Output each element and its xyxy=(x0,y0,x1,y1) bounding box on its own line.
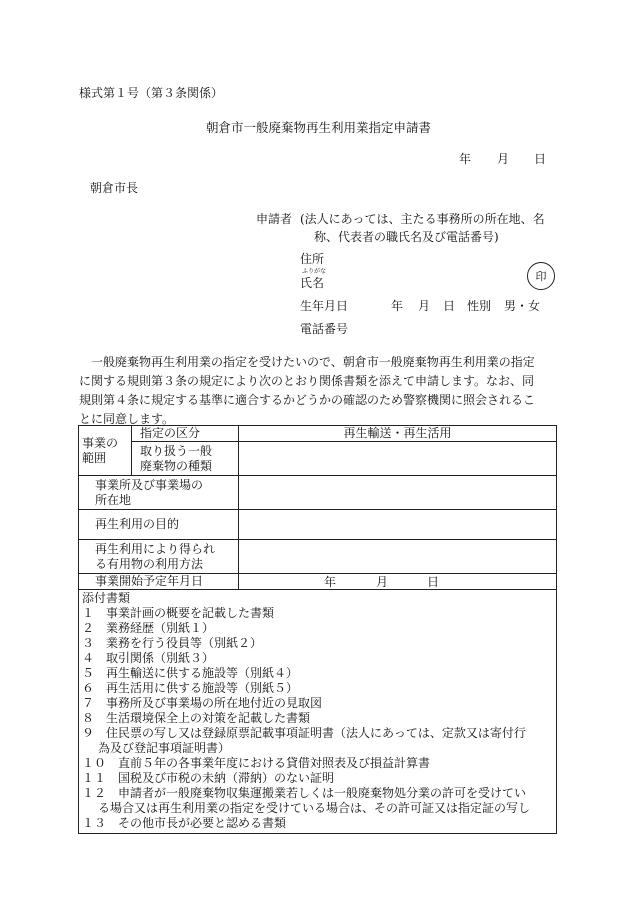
address-label: 住所 xyxy=(300,252,325,266)
start-day: 日 xyxy=(427,574,440,589)
attachment-item: １ 事業計画の概要を記載した書類 xyxy=(82,606,275,620)
statement-line: 一般廃棄物再生利用業の指定を受けたいので、朝倉市一般廃棄物再生利用業の指定 xyxy=(91,355,535,369)
birth-year: 年 xyxy=(391,299,404,313)
table-row xyxy=(79,574,557,590)
application-statement xyxy=(79,353,557,429)
birthdate-label: 生年月日 xyxy=(300,299,349,313)
attachments-cell xyxy=(79,590,557,834)
purpose-field[interactable] xyxy=(239,510,557,540)
table-row xyxy=(79,590,557,834)
usage-label xyxy=(79,540,239,574)
attachment-item: ３ 業務を行う役員等（別紙２） xyxy=(82,636,263,650)
table-row xyxy=(79,442,557,476)
phone-label: 電話番号 xyxy=(300,322,349,336)
applicant-note-line1: (法人にあっては、主たる事務所の所在地、名 xyxy=(300,212,545,226)
scope-header-line: 事業の xyxy=(82,435,119,450)
form-number: 様式第１号（第３条関係） xyxy=(79,86,224,100)
attachment-item: １０ 直前５年の各事業年度における貸借対照表及び損益計算書 xyxy=(82,756,431,770)
addressee: 朝倉市長 xyxy=(90,181,139,195)
applicant-label: 申請者 xyxy=(256,212,293,226)
attachment-item: １２ 申請者が一般廃棄物収集運搬業若しくは一般廃棄物処分業の許可を受けてい xyxy=(82,786,527,800)
attachment-item: ２ 業務経歴（別紙１） xyxy=(82,621,215,635)
attachment-item: ４ 取引関係（別紙３） xyxy=(82,651,215,665)
table-row xyxy=(79,540,557,574)
location-label-line: 所在地 xyxy=(95,492,132,507)
furigana-label: ふりがな xyxy=(302,268,327,275)
scope-header xyxy=(79,426,132,476)
table-row xyxy=(79,510,557,540)
table-row xyxy=(79,426,557,442)
location-label xyxy=(79,476,239,510)
gender-label: 性別 xyxy=(467,299,492,313)
location-label-line: 事業所及び事業場の xyxy=(95,477,204,492)
table-row xyxy=(79,476,557,510)
attachment-item: ９ 住民票の写し又は登録原票記載事項証明書（法人にあっては、定款又は寄付行 xyxy=(82,726,526,740)
statement-line: とに同意します。 xyxy=(79,412,175,426)
name-label: 氏名 xyxy=(300,276,325,290)
date-year: 年 xyxy=(459,152,472,166)
usage-label-line: 再生利用により得られ xyxy=(95,541,216,556)
attachment-item: １３ その他市長が必要と認める書類 xyxy=(82,816,287,830)
attachment-item: ６ 再生活用に供する施設等（別紙５） xyxy=(82,681,299,695)
date-day: 日 xyxy=(534,152,547,166)
start-month: 月 xyxy=(376,574,389,589)
usage-field[interactable] xyxy=(239,540,557,574)
start-year: 年 xyxy=(324,574,337,589)
waste-type-label xyxy=(132,442,239,476)
waste-type-label-line: 取り扱う一般 xyxy=(140,443,213,458)
attachment-item: １１ 国税及び市税の未納（滞納）のない証明 xyxy=(82,771,335,785)
date-month: 月 xyxy=(497,152,510,166)
usage-label-line: る有用物の利用方法 xyxy=(95,556,204,571)
designation-label: 指定の区分 xyxy=(132,426,239,442)
seal-mark: 印 xyxy=(527,262,555,290)
birth-month: 月 xyxy=(418,299,431,313)
purpose-label: 再生利用の目的 xyxy=(79,510,239,540)
attachment-item: ５ 再生輸送に供する施設等（別紙４） xyxy=(82,666,299,680)
waste-type-field[interactable] xyxy=(239,442,557,476)
statement-line: 規則第４条に規定する基準に適合するかどうかの確認のため警察機関に照会されるこ xyxy=(79,393,536,407)
attachment-item: ８ 生活環境保全上の対策を記載した書類 xyxy=(82,711,311,725)
waste-type-label-line: 廃棄物の種類 xyxy=(140,458,213,473)
scope-header-line: 範囲 xyxy=(82,450,107,465)
attachments-header: 添付書類 xyxy=(82,591,131,605)
attachment-item-continuation: 為及び登記事項証明書） xyxy=(98,741,231,755)
designation-value: 再生輸送・再生活用 xyxy=(239,426,557,442)
statement-line: に関する規則第３条の規定により次のとおり関係書類を添えて申請します。なお、同 xyxy=(79,374,535,388)
form-title: 朝倉市一般廃棄物再生利用業指定申請書 xyxy=(206,120,432,135)
application-table xyxy=(78,425,557,834)
gender-options: 男・女 xyxy=(504,299,541,313)
location-field[interactable] xyxy=(239,476,557,510)
applicant-note-line2: 称、代表者の職氏名及び電話番号) xyxy=(314,230,499,244)
start-date-field[interactable] xyxy=(239,574,557,590)
start-date-label: 事業開始予定年月日 xyxy=(79,574,239,590)
attachment-item-continuation: る場合又は再生利用業の指定を受けている場合は、その許可証又は指定証の写し xyxy=(98,801,531,815)
attachment-item: ７ 事務所及び事業場の所在地付近の見取図 xyxy=(82,696,323,710)
birth-day: 日 xyxy=(443,299,456,313)
